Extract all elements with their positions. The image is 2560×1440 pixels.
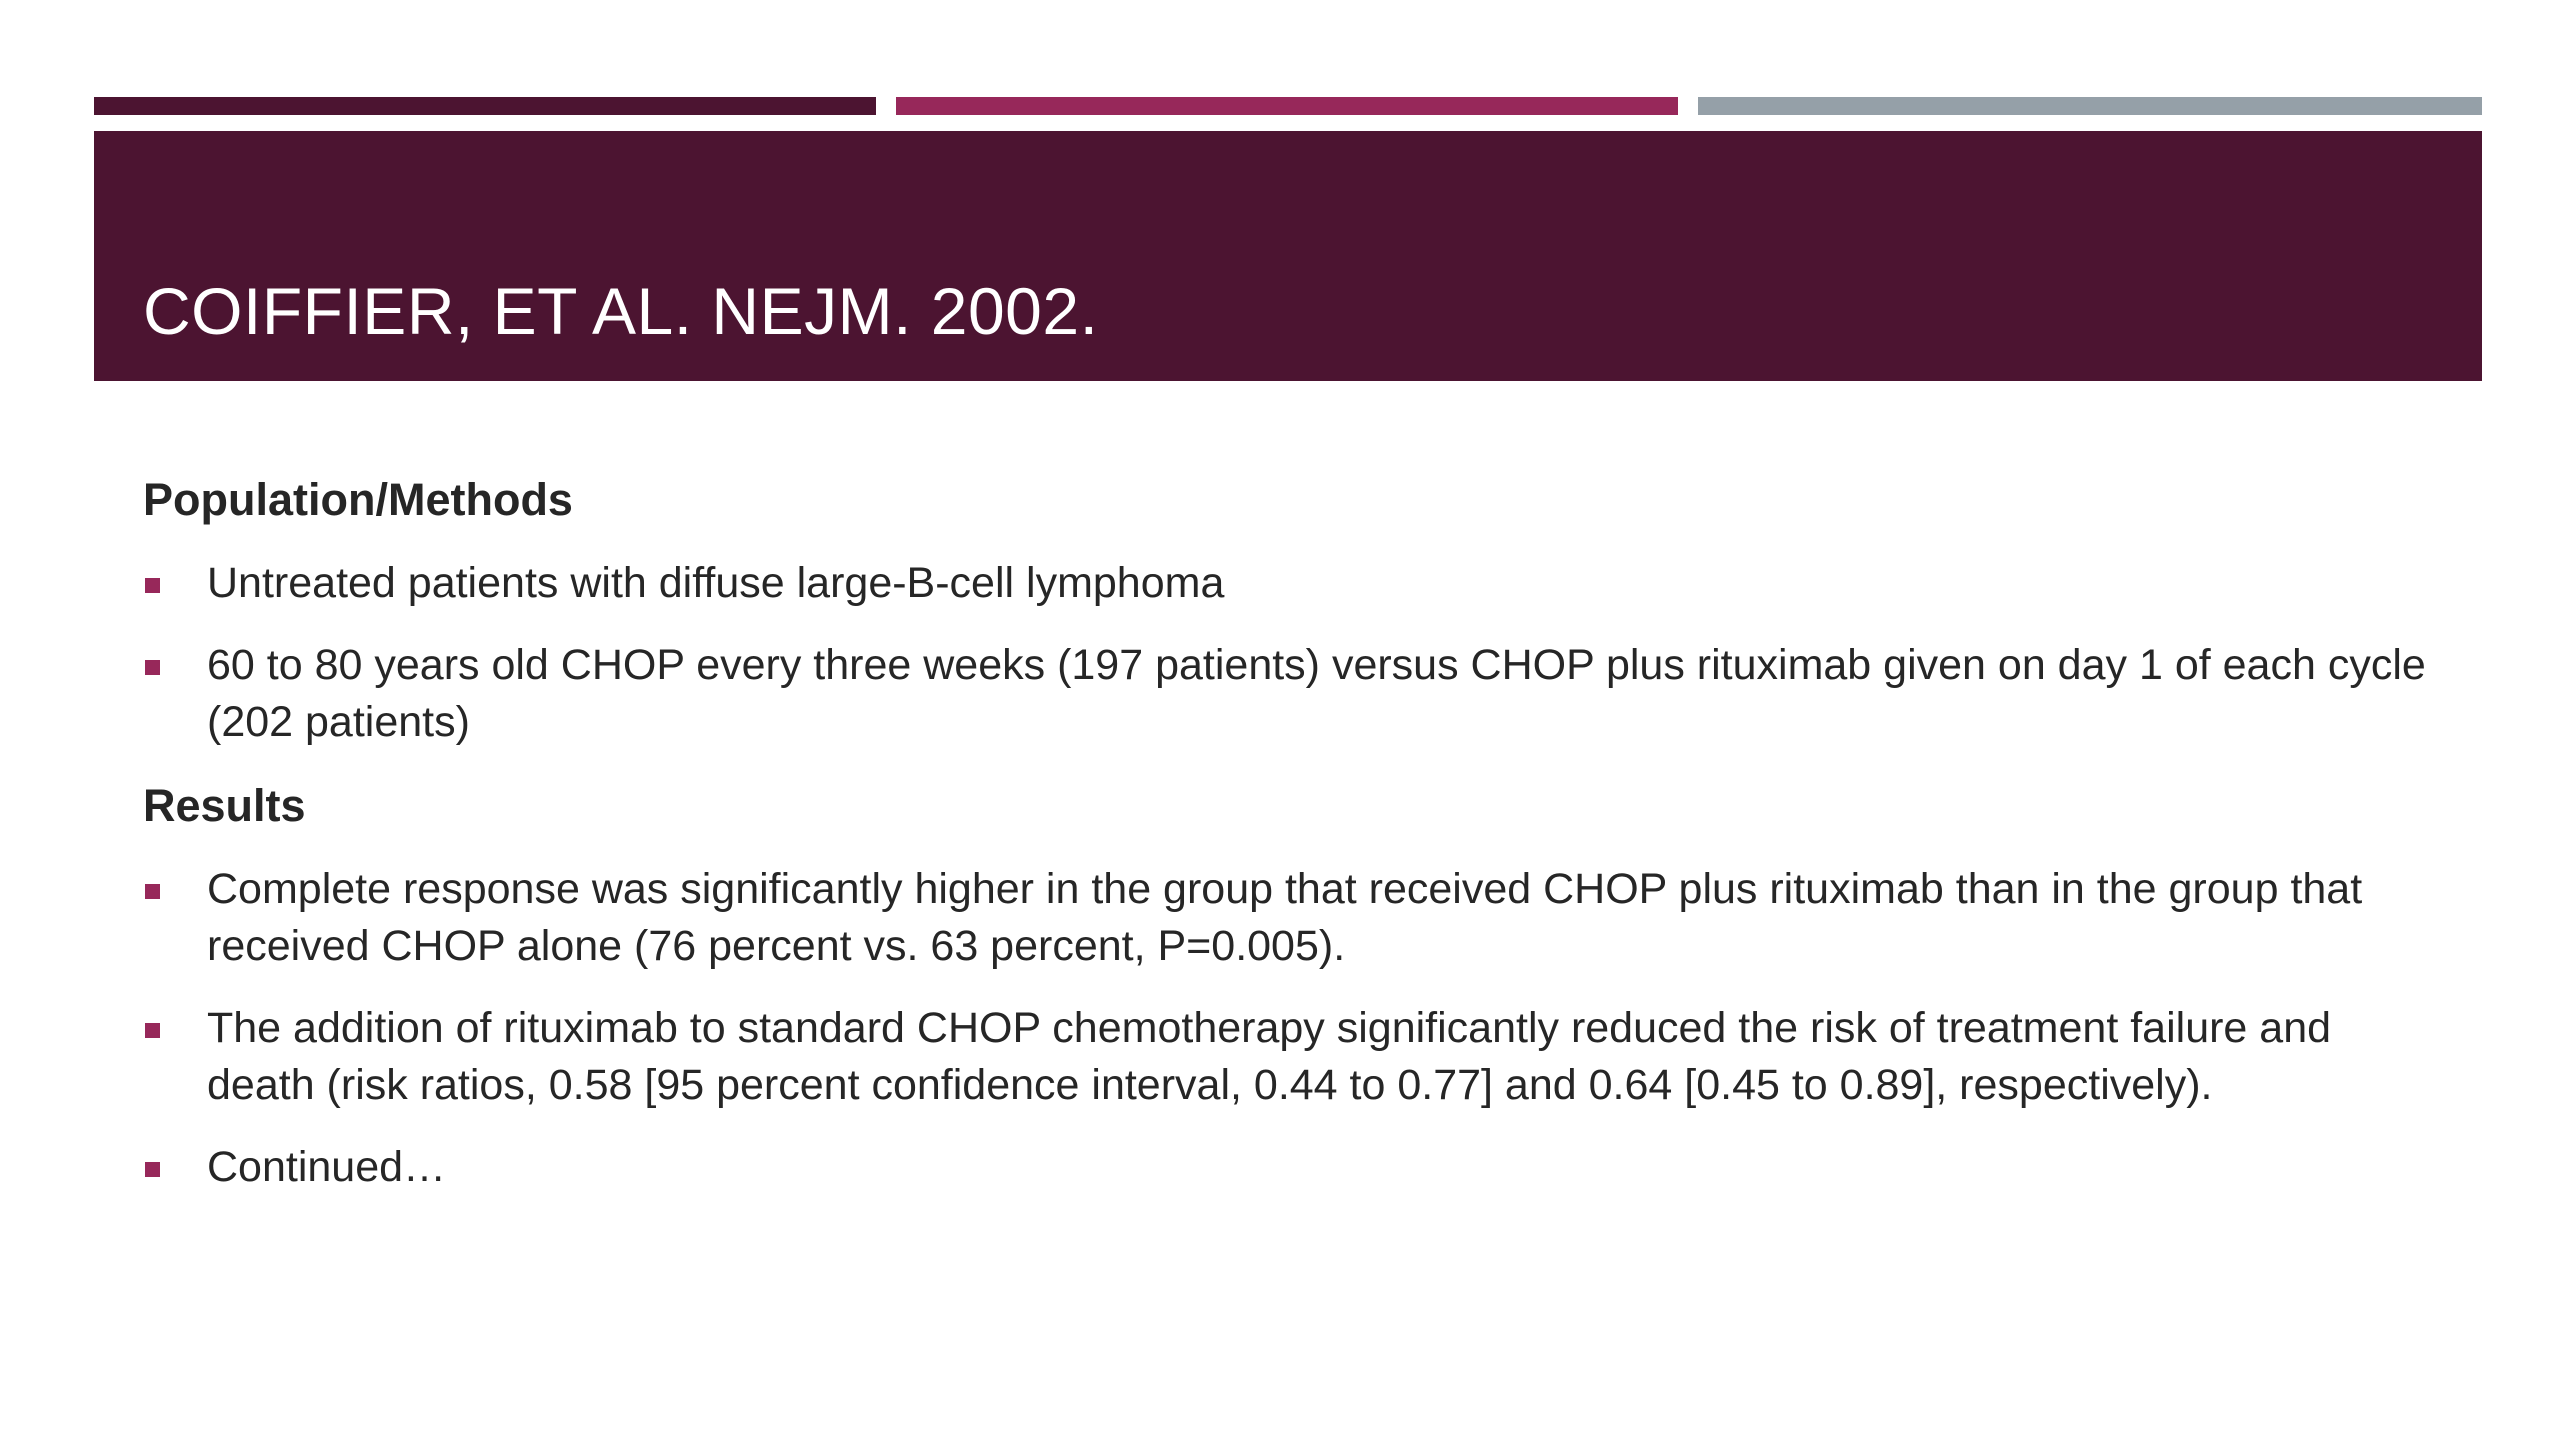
square-bullet-icon (145, 1023, 160, 1038)
bullet-text: 60 to 80 years old CHOP every three weeks (197 patients) versus CHOP plus rituximab given on day 1 of each cycle (202 patients) (207, 641, 2426, 746)
square-bullet-icon (145, 660, 160, 675)
square-bullet-icon (145, 884, 160, 899)
slide-title: COIFFIER, ET AL. NEJM. 2002. (143, 274, 1099, 348)
bullet-item (143, 1139, 2433, 1196)
section-results (143, 776, 2433, 1196)
section-heading: Population/Methods (143, 474, 573, 525)
bullet-list (143, 555, 2433, 751)
accent-bar-gray (1698, 97, 2482, 115)
bullet-list (143, 861, 2433, 1196)
title-band (94, 131, 2482, 381)
bullet-item (143, 555, 2433, 612)
bullet-item (143, 637, 2433, 751)
bullet-text: Untreated patients with diffuse large-B-cell lymphoma (207, 559, 1225, 607)
accent-bar-dark (94, 97, 876, 115)
accent-bar-magenta (896, 97, 1678, 115)
square-bullet-icon (145, 1162, 160, 1177)
square-bullet-icon (145, 578, 160, 593)
slide-content (143, 470, 2433, 1221)
bullet-text: The addition of rituximab to standard CHOP chemotherapy significantly reduced the risk of treatment failure and death (risk ratios, 0.58 [95 percent confidence interval, 0.44 to 0.77] and 0.64 [0.45 to 0.89], respectively). (207, 1004, 2332, 1109)
section-heading: Results (143, 780, 306, 831)
bullet-text: Complete response was significantly higher in the group that received CHOP plus rituximab than in the group that received CHOP alone (76 percent vs. 63 percent, P=0.005). (207, 865, 2363, 970)
bullet-item (143, 1000, 2433, 1114)
section-population-methods (143, 470, 2433, 751)
bullet-item (143, 861, 2433, 975)
bullet-text: Continued… (207, 1143, 447, 1191)
